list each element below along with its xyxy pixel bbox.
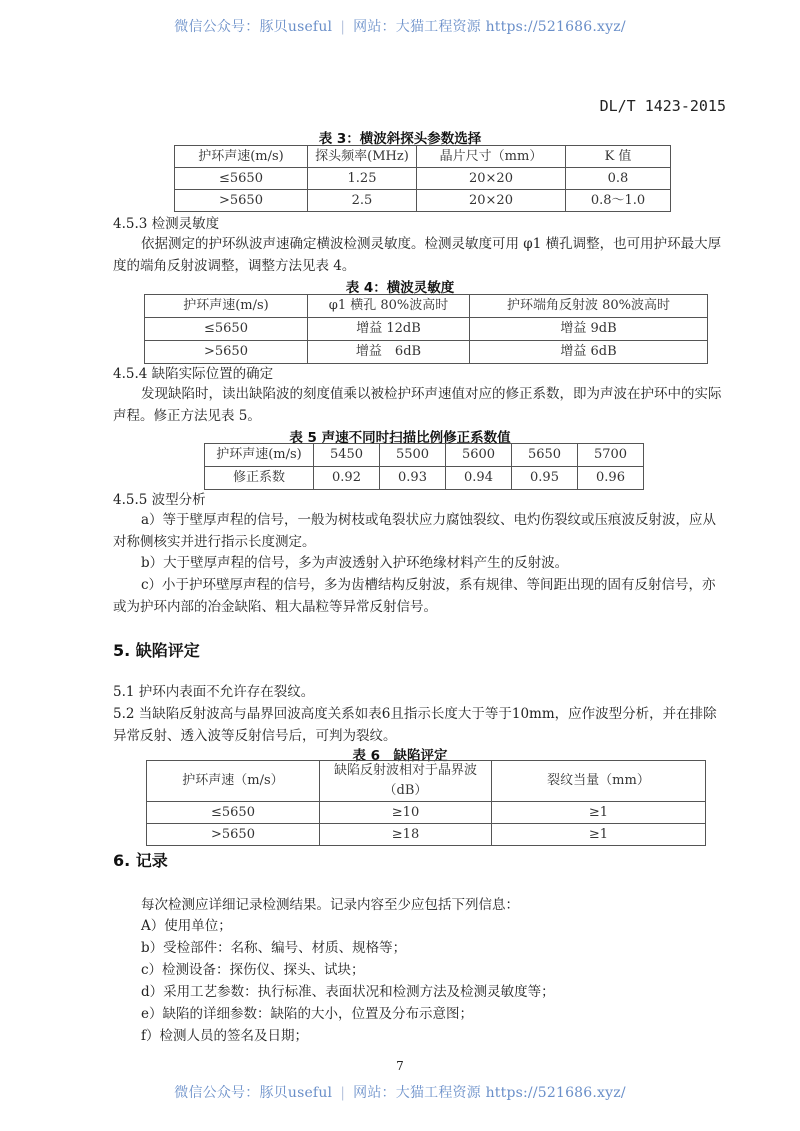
watermark-wechat: 微信公众号：豚贝useful bbox=[174, 1085, 333, 1101]
wave-analysis-item-c: c）小于护环壁厚声程的信号，多为齿槽结构反射波，系有规律、等间距出现的固有反射信号，亦或为护环内部的冶金缺陷、粗大晶粒等异常反射信号。 bbox=[113, 577, 716, 615]
table-header-cell: 护环声速（m/s） bbox=[147, 761, 320, 802]
table-row bbox=[175, 190, 671, 212]
table4-caption: 表 4：横波灵敏度 bbox=[345, 280, 455, 296]
section-4-5-4-title: 4.5.4 缺陷实际位置的确定 bbox=[113, 366, 274, 382]
table-cell: >5650 bbox=[147, 824, 320, 846]
table-row bbox=[147, 824, 706, 846]
wave-analysis-item-b: b）大于壁厚声程的信号，多为声波透射入护环绝缘材料产生的反射波。 bbox=[141, 555, 569, 571]
table-cell: 0.94 bbox=[446, 467, 512, 490]
table-header-cell: 缺陷反射波相对于晶界波（dB） bbox=[320, 761, 492, 802]
table-header-cell: 护环端角反射波 80%波高时 bbox=[470, 295, 708, 318]
table-header-cell: 护环声速(m/s) bbox=[175, 146, 308, 168]
table-cell: 增益 9dB bbox=[470, 318, 708, 341]
section-6-heading: 6. 记录 bbox=[113, 851, 168, 870]
record-item-a: A）使用单位； bbox=[141, 918, 232, 934]
table-row bbox=[145, 318, 708, 341]
table-cell: ≥18 bbox=[320, 824, 492, 846]
table-cell: 增益 6dB bbox=[470, 341, 708, 364]
table-cell: 2.5 bbox=[308, 190, 417, 212]
footer-watermark bbox=[0, 1082, 800, 1102]
table-cell: 20×20 bbox=[417, 168, 566, 190]
table-cell: ≥1 bbox=[492, 802, 706, 824]
table-cell: 1.25 bbox=[308, 168, 417, 190]
record-item-e: e）缺陷的详细参数：缺陷的大小，位置及分布示意图； bbox=[141, 1006, 473, 1022]
table-row bbox=[205, 467, 644, 490]
table-row bbox=[147, 802, 706, 824]
wave-analysis-item-a: a）等于壁厚声程的信号，一般为树枝或龟裂状应力腐蚀裂纹、电灼伤裂纹或压痕波反射波，应从对称侧核实并进行指示长度测定。 bbox=[113, 512, 717, 550]
table-cell: 增益 12dB bbox=[308, 318, 470, 341]
header-watermark bbox=[0, 16, 800, 36]
table-header-cell: K 值 bbox=[566, 146, 671, 168]
table3 bbox=[174, 145, 671, 212]
table3-caption: 表 3：横波斜探头参数选择 bbox=[318, 131, 482, 147]
table-cell: 0.8 bbox=[566, 168, 671, 190]
table5-caption: 表 5 声速不同时扫描比例修正系数值 bbox=[289, 430, 511, 446]
table-header-cell: φ1 横孔 80%波高时 bbox=[308, 295, 470, 318]
table-cell: ≤5650 bbox=[175, 168, 308, 190]
watermark-wechat: 微信公众号：豚贝useful bbox=[174, 19, 333, 35]
table-cell: >5650 bbox=[145, 341, 308, 364]
table-row bbox=[145, 341, 708, 364]
table-header-row bbox=[147, 761, 706, 802]
record-item-d: d）采用工艺参数：执行标准、表面状况和检测方法及检测灵敏度等； bbox=[141, 984, 555, 1000]
table-cell: 20×20 bbox=[417, 190, 566, 212]
table-cell: 0.8～1.0 bbox=[566, 190, 671, 212]
table-header-cell: 护环声速(m/s) bbox=[145, 295, 308, 318]
table-cell: 0.96 bbox=[578, 467, 644, 490]
table-cell: 5450 bbox=[314, 444, 380, 467]
table-header-row bbox=[145, 295, 708, 318]
section-4-5-3-title: 4.5.3 检测灵敏度 bbox=[113, 216, 220, 232]
table-cell: ≥1 bbox=[492, 824, 706, 846]
table-cell: 0.95 bbox=[512, 467, 578, 490]
table6-caption: 表 6 缺陷评定 bbox=[352, 748, 448, 764]
table-header-cell: 修正系数 bbox=[205, 467, 314, 490]
table-cell: 0.92 bbox=[314, 467, 380, 490]
table-cell: ≤5650 bbox=[147, 802, 320, 824]
table-header-row bbox=[175, 146, 671, 168]
document-number: DL/T 1423-2015 bbox=[599, 97, 726, 115]
table-header-cell: 探头频率(MHz) bbox=[308, 146, 417, 168]
table-cell: 5650 bbox=[512, 444, 578, 467]
page-number: 7 bbox=[396, 1059, 404, 1073]
section-4-5-4-body: 发现缺陷时，读出缺陷波的刻度值乘以被检护环声速值对应的修正系数，即为声波在护环中的实际声程。修正方法见表 5。 bbox=[113, 386, 722, 424]
record-item-b: b）受检部件：名称、编号、材质、规格等； bbox=[141, 940, 407, 956]
record-item-c: c）检测设备：探伤仪、探头、试块； bbox=[141, 962, 365, 978]
table-header-cell: 晶片尺寸（mm） bbox=[417, 146, 566, 168]
table5 bbox=[204, 443, 644, 490]
table-header-cell: 护环声速(m/s) bbox=[205, 444, 314, 467]
table6 bbox=[146, 760, 706, 846]
table-cell: >5650 bbox=[175, 190, 308, 212]
watermark-website: 网站：大猫工程资源 https://521686.xyz/ bbox=[353, 19, 626, 35]
table-cell: 增益 6dB bbox=[308, 341, 470, 364]
table4 bbox=[144, 294, 708, 364]
table-cell: ≤5650 bbox=[145, 318, 308, 341]
table-header-cell: 裂纹当量（mm） bbox=[492, 761, 706, 802]
table-cell: 5500 bbox=[380, 444, 446, 467]
table-cell: 0.93 bbox=[380, 467, 446, 490]
clause-5-1: 5.1 护环内表面不允许存在裂纹。 bbox=[113, 684, 315, 700]
table-row bbox=[205, 444, 644, 467]
watermark-separator: | bbox=[340, 1085, 346, 1101]
section-4-5-5-title: 4.5.5 波型分析 bbox=[113, 492, 206, 508]
record-intro: 每次检测应详细记录检测结果。记录内容至少应包括下列信息： bbox=[141, 897, 519, 913]
clause-5-2: 5.2 当缺陷反射波高与晶界回波高度关系如表6且指示长度大于等于10mm，应作波型分析，并在排除异常反射、透入波等反射信号后，可判为裂纹。 bbox=[113, 706, 717, 744]
table-row bbox=[175, 168, 671, 190]
watermark-separator: | bbox=[340, 19, 346, 35]
table-cell: ≥10 bbox=[320, 802, 492, 824]
section-4-5-3-body: 依据测定的护环纵波声速确定横波检测灵敏度。检测灵敏度可用 φ1 横孔调整，也可用护环最大厚度的端角反射波调整，调整方法见表 4。 bbox=[113, 236, 722, 274]
record-item-f: f）检测人员的签名及日期； bbox=[141, 1028, 308, 1044]
table-cell: 5600 bbox=[446, 444, 512, 467]
section-5-heading: 5. 缺陷评定 bbox=[113, 641, 200, 660]
watermark-website: 网站：大猫工程资源 https://521686.xyz/ bbox=[353, 1085, 626, 1101]
table-cell: 5700 bbox=[578, 444, 644, 467]
